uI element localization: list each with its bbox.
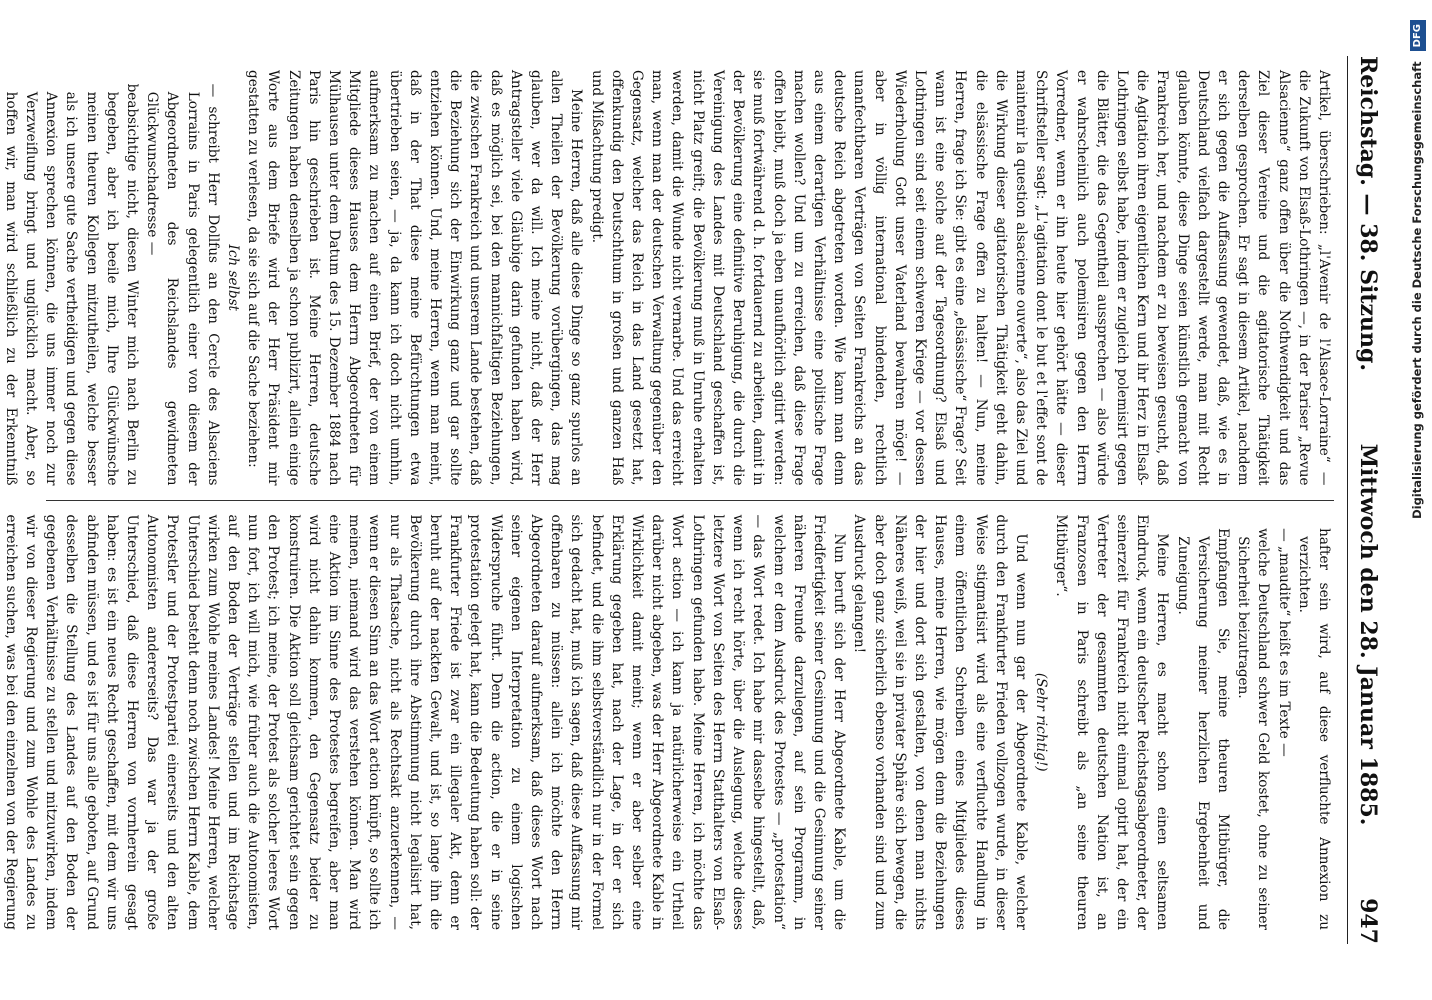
text-columns — [2, 56, 1334, 944]
paragraph: welche Deutschland schwer Geld kostet, ohne zu seiner Sicherheit beizutragen. — [1235, 528, 1272, 930]
paragraph: Ich selbst — [225, 244, 242, 312]
dfg-watermark — [1404, 20, 1430, 980]
page-number: 947 — [1355, 898, 1381, 944]
paragraph: — „maudite“ heißt es im Texte — — [1275, 528, 1292, 757]
paragraph: Meine Herren, daß alle diese Dinge so ganz spurlos an allen Theilen der Bevölkerung vorübergingen, das mag glauben, wer da will. Ich meine nicht, daß der Herr Antragsteller viele Gläubige darin gefunden haben wird, daß es möglich sei, bei den mannichfaltigen Beziehungen, die zwischen Frankreich und unserem Lande bestehen, daß die Beziehung sich der Einwirkung ganz und gar sollte entziehen können. Und, meine Herren, wenn man meint, daß in der That diese meine Befürchtungen etwa übertrieben seien, — ja, da kann ich doch nicht umhin, aufmerksam zu machen auf einen Brief, der von einem Mitgliede dieses Hauses dem Herrn Abgeordneten für Mülhausen unter dem Datum des 15. Dezember 1884 nach Paris hin geschrieben ist. Meine Herren, deutsche Zeitungen haben denselben ja schon publizirt, allein einige Worte aus dem Briefe wird der Herr Präsident mir gestatten zu verlesen, da sie sich auf die Sache beziehen: — [245, 70, 585, 486]
column-left — [2, 56, 1334, 500]
scanned-page — [2, 20, 1406, 980]
header-center: Mittwoch den 28. Januar 1885. — [1355, 443, 1381, 826]
dfg-watermark-text: Digitalisierung gefördert durch die Deutsche Forschungsgemeinschaft — [1410, 61, 1424, 519]
paragraph: beabsichtige nicht, diesen Winter mich nach Berlin zu begeben, aber ich beeile mich, Ihre Glückwünsche meinen theuren Kollegen mitzutheilen, welche besser als ich unsere gute Sache vertheidigen und gegen diese Annexion sprechen können, die uns immer noch zur Verzweiflung bringt und unglücklich macht. Aber, so hoffen wir, man wird schließlich zu der Erkenntniß — [2, 83, 141, 486]
column-right — [2, 500, 1334, 945]
paragraph: hafter sein wird, auf diese verfluchte Annexion zu verzichten. — [1295, 528, 1332, 930]
paragraph: Nun beruft sich der Herr Abgeordnete Kable, um die Friedfertigkeit seiner Gesinnung und die Gesinnung seiner näheren Freunde darzulegen, auf sein Programm, in welchem er dem Ausdruck des Protestes — „protestation“ — das Wort redet. Ich habe mir dasselbe hingestellt, daß, wenn ich recht hörte, über die Auslegung, welche dieses letztere Wort von Seiten des Herrn Statthalters von Elsaß-Lothringen gefunden habe. Meine Herren, ich möchte das Wort action — ich kann ja natürlicherweise ein Urtheil darüber nicht abgeben, was der Herr Abgeordnete Kable in Wirklichkeit damit meint; wenn er aber selber eine Erklärung gegeben hat, nach der Lage, in der er sich befindet, und die ihm selbstverständlich nur in der Formel sich gedacht hat, muß ich sagen, daß diese Auffassung mir offenbaren zu müssen: allein ich möchte den Herrn Abgeordneten darauf aufmerksam, daß dieses Wort nach seiner eigenen Interpretation zu einem logischen Widerspruche führt. Denn die action, die er in seine protestation gelegt hat, kann die Bedeutung haben soll: der Frankfurter Friede ist zwar ein illegaler Akt, denn er beruht auf der nackten Gewalt, und ist, so lange ihn die Bevölkerung durch ihre Abstimmung nicht legalisirt hat, nur als Thatsache, nicht als Rechtsakt anzuerkennen, — wenn er diesen Sinn an das Wort action knüpft, so sollte ich meinen, niemand wird das verstehen können. Man wird eine Aktion im Sinne des Protestes begreifen, aber man wird nicht dahin kommen, den Gegensatz beider zu konstruiren. Die Aktion soll gleichsam gerichtet sein gegen den Protest; ich meine, der Protest als solcher leeres Wort nun fort, ich will mich, wie früher auch die Autonomisten, auf den Boden der Verträge stellen und im Reichstage wirken zum Wohle meines Landes! Meine Herren, welcher Unterschied besteht denn noch zwischen Herrn Kable, dem Protestler und der Protestpartei einerseits und den alten Autonomisten andererseits? Das war ja der große Unterschied, daß diese Herren von vornherein gesagt haben: es ist ein neues Recht geschaffen, mit dem wir uns abfinden müssen, und es ist für uns alle geboten, auf Grund desselben die Stellung des Landes auf den Boden der gegebenen Verhältnisse zu stellen und mitzuwirken, indem wir von dieser Regierung und zum Wohle des Landes zu erreichen suchen, was bei den einzelnen von der Regierung — [2, 514, 848, 930]
paragraph: Meine Herren, es macht schon einen seltsamen Eindruck, wenn ein deutscher Reichstagsabgeordneter, der seinerzeit für Frankreich nicht einmal optirt hat, der ein Vertreter der gesammten deutschen Nation ist, an Franzosen in Paris schreibt als „an seine theuren Mitbürger“. — [1053, 514, 1171, 930]
paragraph: — schreibt Herr Dollfus an den Cercle des Alsaciens Lorrains in Paris gelegentlich einer von diesem der Abgeordneten des Reichslandes gewidmeten Glückwunschadresse — — [144, 83, 221, 486]
paragraph: Artikel, überschrieben: „l'Avenir de l'Alsace-Lorraine“ — die Zukunft von Elsaß-Lothringen —, in der Pariser „Revue Alsacienne“ ganz offen über die Nothwendigkeit und das Ziel dieser Vereine und die agitatorische Thätigkeit derselben gesprochen. Er sagt in diesem Artikel, nachdem er sich gegen die Auffassung gewendet, daß, wie es in Deutschland vielfach dargestellt werde, man mit Recht glauben könnte, diese Dinge seien künstlich gemacht von Frankreich her, und nachdem er zu beweisen gesucht, daß die Agitation ihren eigentlichen Kern und ihr Herz in Elsaß-Lothringen selbst habe, indem er zugleich polemisirt gegen die Blätter, die das Gegentheil aussprechen — also würde er wahrscheinlich auch polemisiren gegen den Herrn Vorredner, wenn er ihn heute hier gehört hätte — dieser Schriftsteller sagt: „L'agitation dont le but et l'effet sont de maintenir la question alsacienne ouverte“, also das Ziel und die Wirkung dieser agitatorischen Thätigkeit geht dahin, die elsässische Frage offen zu halten! — Nun, meine Herren, frage ich Sie: gibt es eine „elsässische“ Frage? Seit wann ist eine solche auf der Tagesordnung? Elsaß und Lothringen sind seit einem schweren Kriege — vor dessen Wiederholung Gott unser Vaterland bewahren möge! — aber in völlig international bindenden, rechtlich unanfechtbaren Verträgen von Seiten Frankreichs an das deutsche Reich abgetreten worden. Wie kann man denn aus einem derartigen Verhältnisse eine politische Frage machen wollen? Und um zu erreichen, daß diese Frage offen bleibt, muß doch ja eben unaufhörlich agitirt werden: sie muß fortwährend d. h. fortdauernd zu arbeiten, damit in der Bevölkerung eine definitive Beruhigung, die durch die Vereinigung des Landes mit Deutschland geschaffen ist, nicht Platz greift; die Bevölkerung muß in Unruhe erhalten werden, damit die Wunde nicht vernarbe. Und das erreicht man, wenn man der deutschen Verwaltung gegenüber den Gegensatz, welcher das Reich in das Land gesetzt hat, offenkundig den Deutschthum in großen und ganzen Haß und Mißachtung predigt. — [588, 70, 1332, 486]
paragraph: Empfangen Sie, meine theuren Mitbürger, die Versicherung meiner herzlichen Ergebenheit und Zuneigung. — [1174, 528, 1231, 930]
paragraph: (Sehr richtig!) — [1033, 672, 1050, 772]
paragraph: Und wenn nun gar der Abgeordnete Kable, welcher durch den Frankfurter Frieden vollzogen wurde, in dieser Weise stigmatisirt wird als eine verfluchte Handlung in einem öffentlichen Schreiben eines Mitgliedes dieses Hauses, meine Herren, wie mögen denn die Beziehungen der hier und dort sich gestalten, von denen man nichts Näheres weiß, weil sie in privater Sphäre sich bewegen, die aber doch ganz sicherlich ebenso vorhanden sind und zum Ausdruck gelangen! — [851, 514, 1029, 930]
running-head — [1347, 56, 1388, 944]
dfg-logo: DFG — [1410, 20, 1426, 51]
header-left: Reichstag. — 38. Sitzung. — [1355, 56, 1381, 372]
